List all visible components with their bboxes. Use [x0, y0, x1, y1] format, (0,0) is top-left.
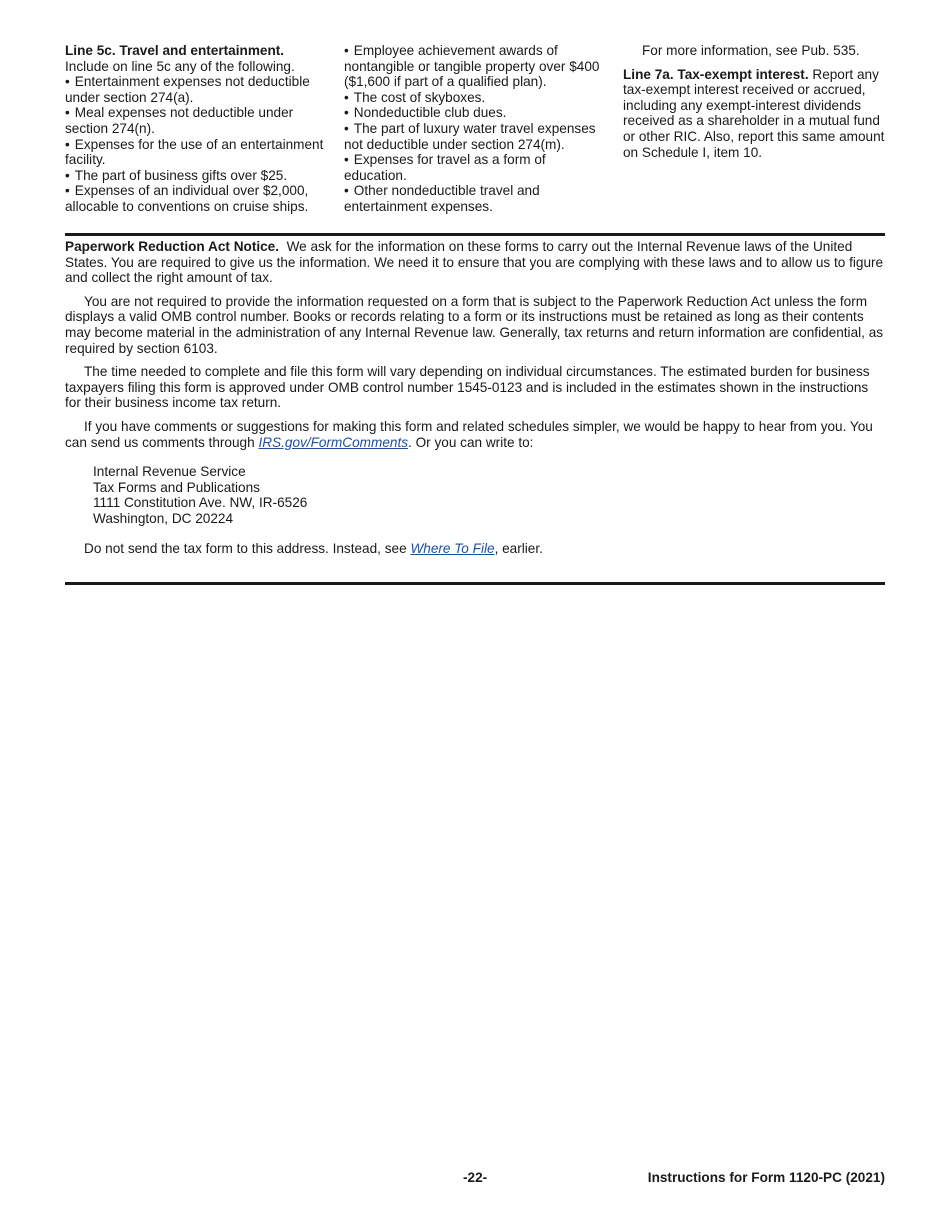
list-item: • Employee achievement awards of nontangible or tangible property over $400 ($1,600 if part of a qualified plan). [344, 43, 610, 90]
column-2 [344, 43, 610, 215]
list-item: • Entertainment expenses not deductible under section 274(a). [65, 74, 327, 105]
address-line: Internal Revenue Service [93, 464, 246, 480]
paperwork-section [65, 239, 885, 564]
column-1 [65, 43, 327, 215]
where-to-file-link[interactable]: Where To File [410, 540, 495, 556]
paperwork-text-4a: If you have comments or suggestions for making this form and related schedules simpler, we would be happy to hear from you. You can send us comments through [65, 418, 873, 450]
address-line: Tax Forms and Publications [93, 479, 260, 495]
list-item: • Other nondeductible travel and entertainment expenses. [344, 183, 610, 214]
paperwork-paragraph-5 [65, 541, 885, 557]
list-item: • Expenses for travel as a form of education. [344, 152, 610, 183]
line-5c-heading: Line 5c. Travel and entertainment. [65, 43, 285, 58]
paperwork-paragraph-1 [65, 239, 885, 286]
paperwork-paragraph-4 [65, 419, 885, 450]
list-item: • Expenses for the use of an entertainment facility. [65, 137, 327, 168]
address-line: 1111 Constitution Ave. NW, IR-6526 [93, 495, 308, 511]
list-item: • Expenses of an individual over $2,000, allocable to conventions on cruise ships. [65, 183, 327, 214]
address-line: Washington, DC 20224 [93, 510, 234, 526]
line-7a-paragraph [623, 67, 885, 161]
list-item: • Meal expenses not deductible under section 274(n). [65, 105, 327, 136]
column-3 [623, 43, 885, 160]
list-item: • The part of luxury water travel expenses not deductible under section 274(m). [344, 121, 610, 152]
form-comments-link[interactable]: IRS.gov/FormComments [258, 434, 409, 450]
paperwork-text-5a: Do not send the tax form to this address. Instead, see [84, 540, 411, 556]
paperwork-text-5b: , earlier. [494, 540, 543, 556]
more-info-text: For more information, see Pub. 535. [642, 43, 860, 58]
paperwork-text-4b: . Or you can write to: [408, 434, 534, 450]
line-5c-intro: Include on line 5c any of the following. [65, 58, 295, 74]
page-number: -22- [463, 1170, 488, 1185]
mailing-address [93, 464, 885, 526]
document-title: Instructions for Form 1120-PC (2021) [647, 1170, 885, 1185]
list-item: • The cost of skyboxes. [344, 90, 610, 106]
line-7a-heading: Line 7a. Tax-exempt interest. [623, 66, 809, 82]
section-divider [65, 582, 885, 585]
paperwork-paragraph-2: You are not required to provide the information requested on a form that is subject to the Paperwork Reduction Act unless the form displays a valid OMB control number. Books or records relating to a form or its instructions must be retained as long as their contents may become material in the administration of any Internal Revenue law. Generally, tax returns and return information are confidential, as required by section 6103. [65, 293, 884, 356]
paperwork-text-1: We ask for the information on these forms to carry out the Internal Revenue laws of the United States. You are required to give us the information. We need it to ensure that you are complying with these laws and to allow us to figure and collect the right amount of tax. [65, 239, 884, 286]
paperwork-paragraph-3: The time needed to complete and file this form will vary depending on individual circumstances. The estimated burden for business taxpayers filing this form is approved under OMB control number 1545-0123 and is included in the estimates shown in the instructions for their business income tax return. [65, 364, 870, 411]
line-7a-text: Report any tax-exempt interest received or accrued, including any exempt-interest dividends received as a shareholder in a mutual fund or other RIC. Also, report this same amount on Schedule I, item 10. [623, 66, 885, 160]
paperwork-heading: Paperwork Reduction Act Notice. [65, 239, 280, 254]
list-item: • Nondeductible club dues. [344, 105, 610, 121]
section-divider [65, 233, 885, 236]
list-item: • The part of business gifts over $25. [65, 168, 327, 184]
